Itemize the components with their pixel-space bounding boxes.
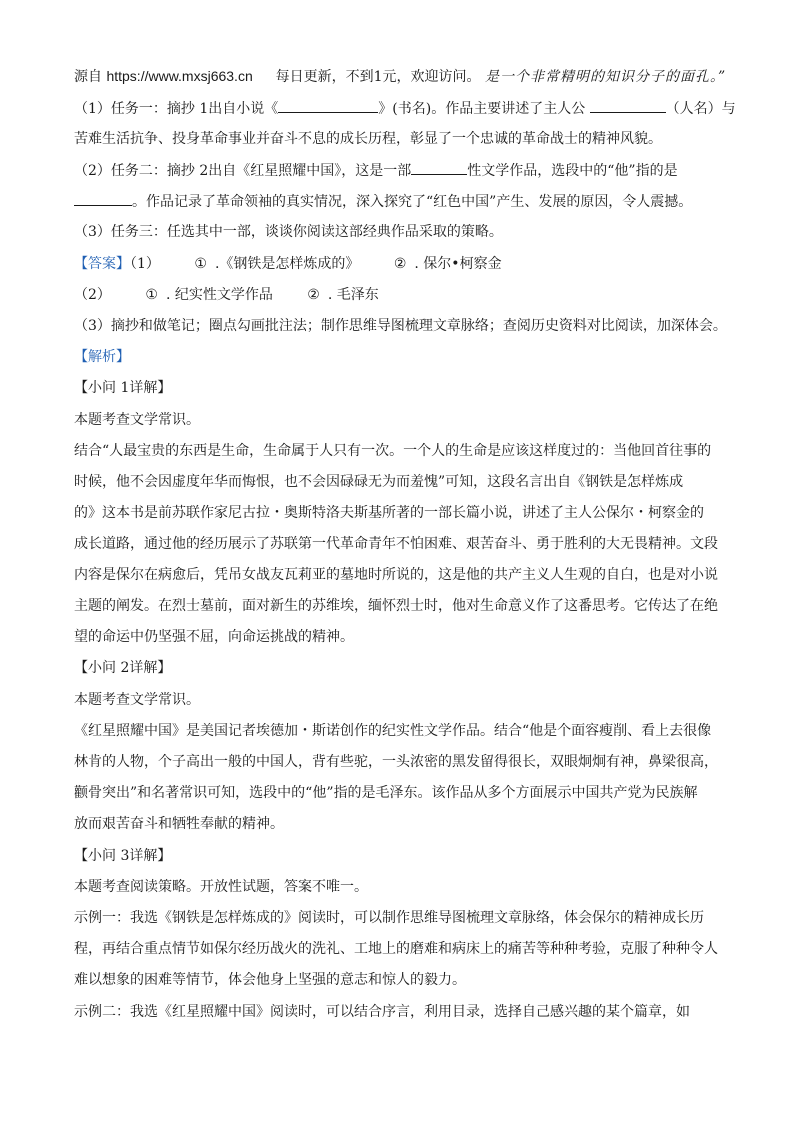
s3-topic: 本题考查阅读策略。开放性试题，答案不唯一。 [74,879,368,895]
s2-heading: 【小问 2详解】 [74,660,172,676]
s3-line: 示例一：我选《钢铁是怎样炼成的》阅读时，可以制作思维导图梳理文章脉络，体会保尔的精神成长历 [74,910,704,926]
s1-topic: 本题考查文学常识。 [74,412,200,428]
answer-1-1: .《钢铁是怎样炼成的》 [214,256,360,272]
s1-line: 结合“人最宝贵的东西是生命，生命属于人只有一次。一个人的生命是应该这样度过的：当他回首往事的 [74,443,712,459]
s3-line: 示例二：我选《红星照耀中国》阅读时，可以结合序言，利用目录，选择自己感兴趣的某个篇章，如 [74,1004,690,1020]
source-prefix: 源自 [74,69,102,85]
s1-line: 时候，他不会因虚度年华而悔恨，也不会因碌碌无为而羞愧”可知，这段名言出自《钢铁是怎样炼成 [74,474,684,490]
q1-blank-book[interactable] [278,98,378,113]
source-url[interactable]: https://www.mxsj663.cn [106,68,253,84]
s2-line: 《红星照耀中国》是美国记者埃德加・斯诺创作的纪实性文学作品。结合“他是个面容瘦削、看上去很像 [74,723,712,739]
s1-line: 内容是保尔在病愈后，凭吊女战友瓦莉亚的墓地时所说的，这是他的共产主义人生观的自白，也是对小说 [74,567,718,583]
s2-topic: 本题考查文学常识。 [74,692,200,708]
s2-line: 颧骨突出”和名著常识可知，选段中的“他”指的是毛泽东。该作品从多个方面展示中国共产党为民族解 [74,785,698,801]
answer-line2: （2） ① . 纪实性文学作品 ② . 毛泽东 [74,287,379,303]
s1-line: 主题的阐发。在烈士墓前，面对新生的苏维埃，缅怀烈士时，他对生命意义作了这番思考。它传达了在绝 [74,598,718,614]
handwritten-quote: 是一个非常精明的知识分子的面孔。” [485,69,727,85]
q2-line2: 。作品记录了革命领袖的真实情况，深入探究了“红色中国”产生、发展的原因，令人震撼。 [74,191,692,212]
s1-line: 望的命运中仍坚强不屈，向命运挑战的精神。 [74,629,354,645]
q1-line1: （1）任务一：摘抄 1出自小说《 》(书名)。作品主要讲述了主人公 （人名）与 [74,98,736,119]
s3-heading: 【小问 3详解】 [74,848,172,864]
q2-blank-person[interactable] [74,191,132,206]
q3-line: （3）任务三：任选其中一部，谈谈你阅读这部经典作品采取的策略。 [74,224,503,240]
q2-blank-genre[interactable] [411,160,467,175]
answer-line3: （3）摘抄和做笔记；圈点勾画批注法；制作思维导图梳理文章脉络；查阅历史资料对比阅读，加深体会。 [74,318,727,334]
s2-line: 林肯的人物，个子高出一般的中国人，背有些驼，一头浓密的黑发留得很长，双眼炯炯有神，鼻梁很高， [74,754,718,770]
s2-line: 放而艰苦奋斗和牺牲奉献的精神。 [74,816,284,832]
source-note: 每日更新，不到1元，欢迎访问。 [275,69,481,85]
answer-label: 【答案】 [74,256,130,272]
answer-line1: 【答案】（1） ① .《钢铁是怎样炼成的》 ② . 保尔•柯察金 [74,256,502,272]
q1-line2: 苦难生活抗争、投身革命事业并奋斗不息的成长历程，彰显了一个忠诚的革命战士的精神风貌。 [74,131,662,147]
analysis-label: 【解析】 [74,349,130,365]
answer-2-1: . 纪实性文学作品 [165,287,273,303]
answer-2-2: . 毛泽东 [327,287,379,303]
s3-line: 程，再结合重点情节如保尔经历战火的洗礼、工地上的磨难和病床上的痛苦等种种考验，克服了种种令人 [74,941,718,957]
s1-line: 的》这本书是前苏联作家尼古拉・奥斯特洛夫斯基所著的一部长篇小说，讲述了主人公保尔・柯察金的 [74,505,704,521]
source-line [74,66,726,87]
s3-line: 难以想象的困难等情节，体会他身上坚强的意志和惊人的毅力。 [74,972,466,988]
answer-1-2: . 保尔•柯察金 [414,256,502,272]
q1-blank-name[interactable] [590,98,666,113]
s1-line: 成长道路，通过他的经历展示了苏联第一代革命青年不怕困难、艰苦奋斗、勇于胜利的大无畏精神。文段 [74,536,718,552]
s1-heading: 【小问 1详解】 [74,380,172,396]
q2-line1: （2）任务二：摘抄 2出自《红星照耀中国》，这是一部 性文学作品，选段中的“他”指的是 [74,160,678,181]
